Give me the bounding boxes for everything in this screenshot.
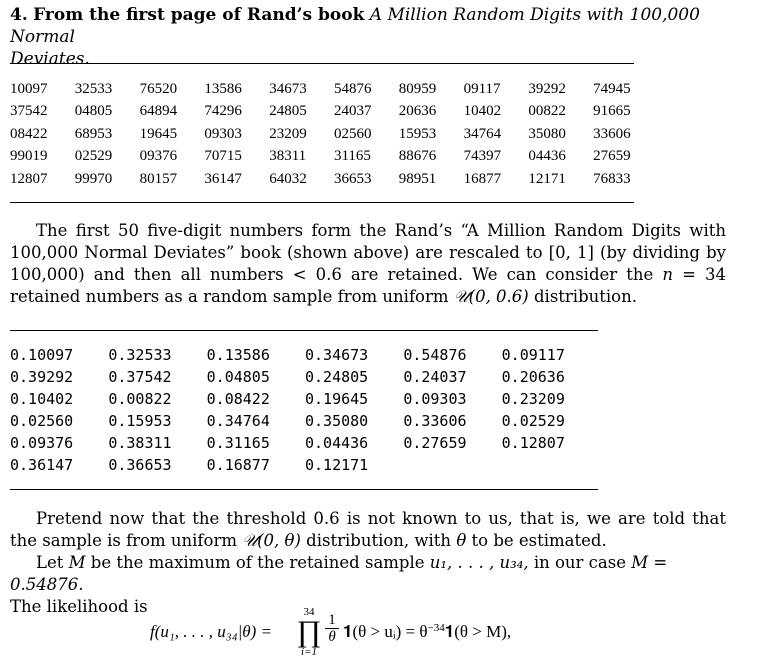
sample-cell: 0.12807 <box>501 434 565 452</box>
digits-cell: 74397 <box>463 148 502 165</box>
sample-cell: 0.34673 <box>304 346 369 364</box>
digits-cell: 34764 <box>463 125 502 142</box>
digits-cell: 91665 <box>593 103 631 120</box>
digits-cell: 74296 <box>204 103 242 120</box>
digits-cell: 20636 <box>398 103 437 120</box>
likelihood-formula <box>150 600 670 660</box>
digits-cell: 38311 <box>269 148 307 165</box>
product-operator: 34 ∏ i=1 <box>296 606 322 658</box>
digits-cell: 74945 <box>593 81 631 97</box>
digits-cell: 09303 <box>204 125 242 142</box>
sample-cell: 0.33606 <box>403 412 467 430</box>
digits-cell: 33606 <box>593 125 631 142</box>
sample-cell: 0.04436 <box>304 434 369 452</box>
sample-row <box>10 410 600 432</box>
digits-cell: 68953 <box>74 125 113 142</box>
digits-cell: 00822 <box>528 103 566 120</box>
sample-cell: 0.19645 <box>304 390 369 408</box>
sample-cell: 0.34764 <box>206 412 270 430</box>
digits-cell: 39292 <box>528 81 566 97</box>
sample-cell: 0.35080 <box>304 412 369 430</box>
sample-cell: 0.09117 <box>501 346 565 364</box>
digits-cell: 34673 <box>269 81 307 97</box>
sample-cell: 0.02560 <box>10 412 74 430</box>
digits-cell: 12171 <box>528 170 566 187</box>
digits-cell: 04436 <box>528 148 566 165</box>
sample-cell: 0.38311 <box>108 434 172 452</box>
digits-cell: 09117 <box>463 81 501 97</box>
digits-cell: 54876 <box>333 81 372 97</box>
sample-cell <box>502 454 600 476</box>
sample-cell: 0.13586 <box>206 346 270 364</box>
sample-cell: 0.09303 <box>403 390 467 408</box>
problem-heading <box>10 4 750 70</box>
paragraph-likelihood: Let M be the maximum of the retained sample u₁, . . . , u₃₄, in our case M = 0.54876. The likelihood is <box>10 553 668 616</box>
sample-cell: 0.24037 <box>403 368 467 386</box>
paragraph-unknown-threshold: Pretend now that the threshold 0.6 is not known to us, that is, we are told that the sample is from uniform 𝒰(0, θ) distribution, with θ to be estimated. <box>10 509 726 550</box>
sample-cell: 0.10402 <box>10 390 74 408</box>
sample-cell: 0.32533 <box>108 346 172 364</box>
sample-cell: 0.39292 <box>10 368 74 386</box>
fraction-one-over-theta: $\frac{1}{\theta}$ <box>325 612 339 645</box>
digits-cell: 19645 <box>139 125 178 142</box>
sample-table-bottom-rule <box>10 489 598 490</box>
digits-cell: 88676 <box>398 148 437 165</box>
sample-row <box>10 454 600 476</box>
digits-cell: 64032 <box>269 170 307 187</box>
digits-cell: 27659 <box>593 148 631 165</box>
random-digits-table <box>10 78 660 190</box>
sample-cell: 0.24805 <box>304 368 369 386</box>
sample-cell: 0.20636 <box>501 368 565 386</box>
sample-cell: 0.08422 <box>206 390 270 408</box>
digits-cell: 70715 <box>204 148 242 165</box>
digits-cell: 04805 <box>74 103 113 120</box>
book-title: A Million Random Digits with 100,000 Normal Deviates. <box>10 5 700 69</box>
digits-row <box>10 123 660 145</box>
digits-cell: 13586 <box>204 81 242 97</box>
sample-cell: 0.31165 <box>206 434 270 452</box>
problem-lead: From the first page of Rand’s book <box>33 5 365 25</box>
sample-cell: 0.36653 <box>108 456 172 474</box>
retained-sample-table <box>10 344 600 476</box>
digits-cell: 80959 <box>398 81 437 97</box>
digits-cell: 08422 <box>10 125 48 142</box>
digits-cell: 76520 <box>139 81 178 97</box>
sample-cell <box>403 454 501 476</box>
sample-cell: 0.09376 <box>10 434 74 452</box>
sample-cell: 0.00822 <box>108 390 172 408</box>
sample-cell: 0.02529 <box>501 412 565 430</box>
sample-cell: 0.37542 <box>108 368 172 386</box>
problem-number: 4. <box>10 5 28 25</box>
digits-row <box>10 78 660 100</box>
digits-cell: 36147 <box>204 170 242 187</box>
digits-cell: 09376 <box>139 148 178 165</box>
sample-row <box>10 344 600 366</box>
sample-row <box>10 432 600 454</box>
digits-cell: 02560 <box>333 125 372 142</box>
sample-cell: 0.16877 <box>206 456 270 474</box>
digits-cell: 16877 <box>463 170 502 187</box>
digits-row <box>10 100 660 122</box>
sample-cell: 0.12171 <box>304 456 369 474</box>
formula-lhs: f(u₁, . . . , u₃₄|θ) = <box>150 622 273 641</box>
sample-row <box>10 388 600 410</box>
table-bottom-rule <box>10 202 634 203</box>
sample-cell: 0.54876 <box>403 346 467 364</box>
digits-cell: 23209 <box>269 125 307 142</box>
sample-cell: 0.27659 <box>403 434 467 452</box>
digits-cell: 02529 <box>74 148 113 165</box>
digits-cell: 37542 <box>10 103 48 120</box>
sample-cell: 0.23209 <box>501 390 565 408</box>
digits-cell: 99970 <box>74 170 113 187</box>
digits-cell: 98951 <box>398 170 437 187</box>
sample-cell: 0.36147 <box>10 456 74 474</box>
digits-row <box>10 145 660 167</box>
digits-cell: 36653 <box>333 170 372 187</box>
paragraph-rescaling: The first 50 five-digit numbers form the Rand’s “A Million Random Digits with 100,000 Normal Deviates” book (shown above) are rescaled to [0, 1] (by dividing by 100,000) and then all numbers < 0.6 are retained. We can consider the n = 34 retained numbers as a random sample from uniform 𝒰(0, 0.6) distribution. <box>10 221 727 306</box>
digits-cell: 10097 <box>10 81 48 97</box>
digits-cell: 31165 <box>333 148 371 165</box>
digits-cell: 35080 <box>528 125 566 142</box>
digits-cell: 15953 <box>398 125 437 142</box>
digits-cell: 24037 <box>333 103 372 120</box>
digits-cell: 10402 <box>463 103 502 120</box>
digits-cell: 80157 <box>139 170 178 187</box>
digits-cell: 99019 <box>10 148 48 165</box>
digits-cell: 24805 <box>269 103 307 120</box>
sample-cell: 0.15953 <box>108 412 172 430</box>
digits-cell: 32533 <box>74 81 113 97</box>
sample-table-top-rule <box>10 330 598 331</box>
digits-cell: 76833 <box>593 170 631 187</box>
table-top-rule <box>10 63 634 64</box>
digits-cell: 64894 <box>139 103 178 120</box>
sample-row <box>10 366 600 388</box>
sample-cell: 0.10097 <box>10 346 74 364</box>
sample-cell: 0.04805 <box>206 368 270 386</box>
digits-cell: 12807 <box>10 170 48 187</box>
formula-rhs: 𝟏(θ > uᵢ) = $\theta^{-34}𝟏(\theta > M)$, <box>343 622 512 641</box>
digits-row <box>10 168 660 190</box>
